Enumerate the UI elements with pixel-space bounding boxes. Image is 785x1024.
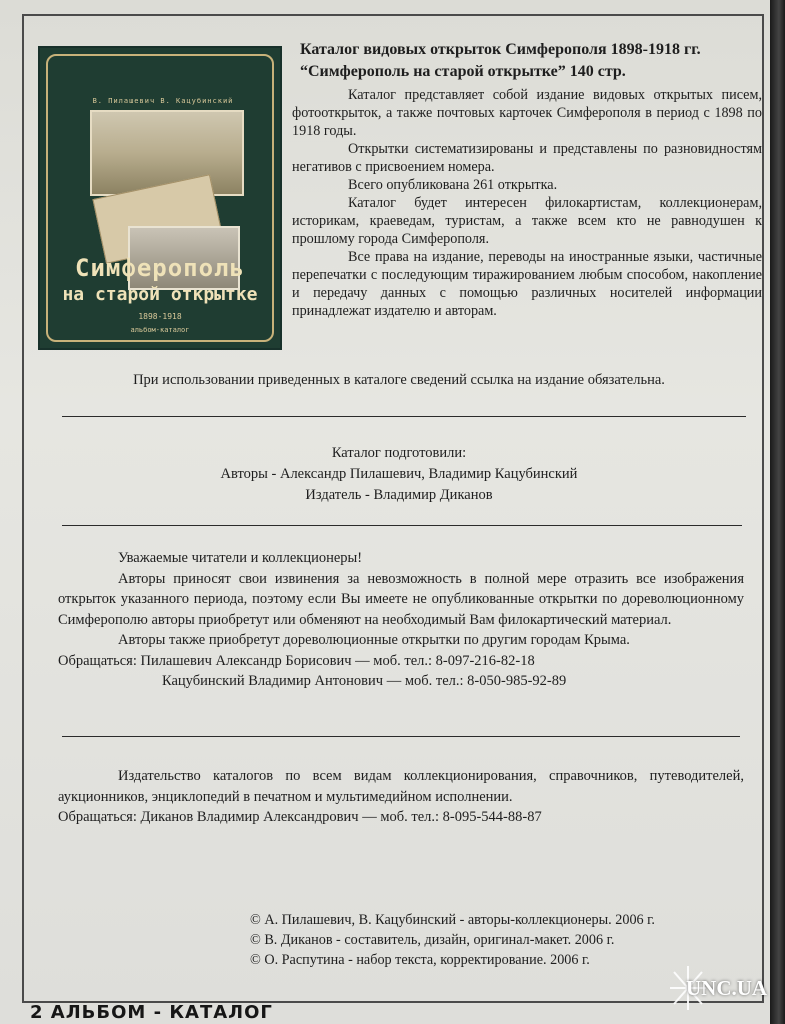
appeal-body: Авторы приносят свои извинения за невозможность в полной мере отразить все изображения открыток указанного периода, поэтому если Вы имеете не опубликованные открытки по дореволюционному Симферополю авторы приобретут или обменяют на необходимый Вам филокартический материал. <box>58 570 744 628</box>
readers-appeal <box>58 548 744 692</box>
heading-line-1: Каталог видовых открыток Симферополя 1898-1918 гг. <box>300 41 701 58</box>
divider-line <box>62 416 746 417</box>
publisher-body: Издательство каталогов по всем видам коллекционирования, справочников, путеводителей, аукционников, энциклопедий в печатном и мультимедийном исполнении. <box>58 768 744 805</box>
publisher-info <box>58 766 744 828</box>
book-spine-edge <box>770 0 785 1024</box>
site-watermark <box>668 962 780 1014</box>
appeal-greeting: Уважаемые читатели и коллекционеры! <box>118 550 363 566</box>
citation-notice: При использовании приведенных в каталоге сведений ссылка на издание обязательна. <box>133 372 665 388</box>
description-paragraph: Открытки систематизированы и представлены по разновидностям негативов с присвоением номера. <box>292 141 762 175</box>
watermark-text: UNC.UA <box>686 976 768 1000</box>
divider-line <box>62 736 740 737</box>
copyright-list <box>250 910 750 970</box>
appeal-contact-2: Кацубинский Владимир Антонович — моб. тел.: 8-050-985-92-89 <box>162 673 567 689</box>
heading-line-2: “Симферополь на старой открытке” 140 стр. <box>300 63 626 80</box>
cover-title-line2: на старой открытке <box>62 284 258 305</box>
credits-block <box>38 443 760 506</box>
cover-years: 1898-1918 <box>138 312 182 321</box>
description-paragraph: Все права на издание, переводы на иностранные языки, частичные перепечатки с последующим тиражированием любым способом, накопление и передачу данных с помощью различных носителей информации принадлежат издателю и авторам. <box>292 249 762 319</box>
credits-title: Каталог подготовили: <box>331 445 467 461</box>
appeal-contact-1: Обращаться: Пилашевич Александр Борисович — моб. тел.: 8-097-216-82-18 <box>58 652 535 669</box>
description-paragraph: Каталог представляет собой издание видовых открытых писем, фотооткрыток, а также почтовых карточек Симферополя в период с 1898 по 1918 годы. <box>292 87 762 139</box>
cover-subtitle: альбом-каталог <box>130 326 190 334</box>
copyright-line: © В. Диканов - составитель, дизайн, оригинал-макет. 2006 г. <box>250 932 615 948</box>
publisher-contact: Обращаться: Диканов Владимир Александрович — моб. тел.: 8-095-544-88-87 <box>58 809 542 825</box>
copyright-line: © А. Пилашевич, В. Кацубинский - авторы-коллекционеры. 2006 г. <box>250 912 655 928</box>
credits-publisher: Издатель - Владимир Диканов <box>305 487 493 503</box>
page-footer: 2 АЛЬБОМ - КАТАЛОГ <box>30 1002 273 1023</box>
description-paragraph: Всего опубликована 261 открытка. <box>348 177 558 193</box>
cover-title: Симферополь <box>75 254 245 282</box>
copyright-line: © О. Распутина - набор текста, корректирование. 2006 г. <box>250 952 590 968</box>
catalog-description <box>292 86 762 320</box>
appeal-also: Авторы также приобретут дореволюционные открытки по другим городам Крыма. <box>118 632 630 648</box>
credits-authors: Авторы - Александр Пилашевич, Владимир Кацубинский <box>220 466 578 482</box>
description-paragraph: Каталог будет интересен филокартистам, коллекционерам, историкам, краеведам, туристам, а также всем кто не равнодушен к прошлому города Симферополя. <box>292 195 762 247</box>
catalog-heading <box>300 39 760 83</box>
book-cover-image <box>38 46 282 350</box>
divider-line <box>62 525 742 526</box>
cover-authors: В. Пилашевич В. Кацубинский <box>92 97 234 105</box>
